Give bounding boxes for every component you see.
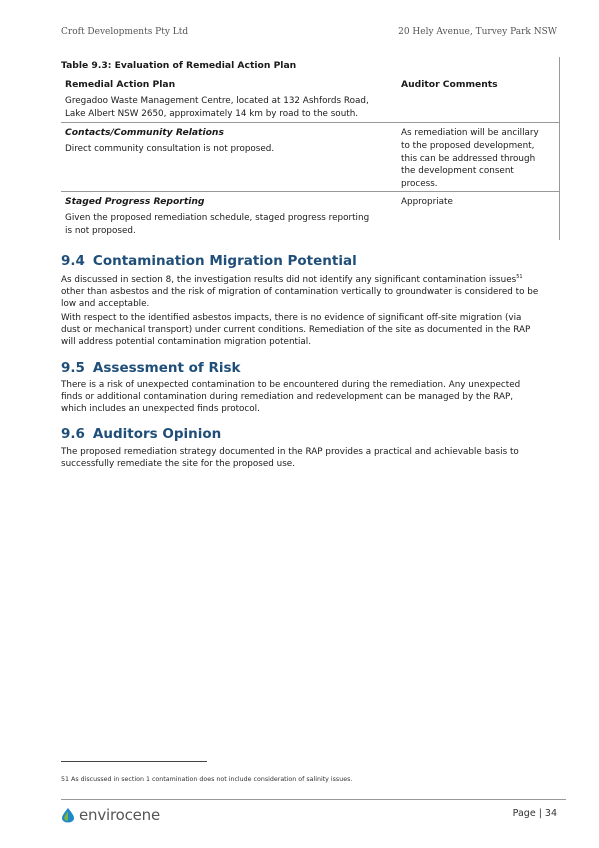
paragraph-line: The proposed remediation strategy documented in the RAP provides a practical and achievable basis to [61,447,519,457]
paragraph-line: dust or mechanical transport) under current conditions. Remediation of the site as documented in the RAP [61,324,531,335]
leaf-drop-icon [61,807,75,823]
section-title: Assessment of Risk [92,360,241,376]
paragraph-risk [61,380,559,415]
page-number: Page | 34 [512,808,557,819]
table-row-1-left-line: Lake Albert NSW 2650, approximately 14 km by road to the south. [65,108,359,119]
table-row-1-left [65,95,369,121]
paragraph-line: With respect to the identified asbestos impacts, there is no evidence of significant off-site migration (via [61,313,522,323]
column-header-remedial-action-plan: Remedial Action Plan [65,79,176,90]
table-row-2-left-line: Direct community consultation is not proposed. [65,144,275,154]
table-row-divider [61,122,559,123]
table-row-3-right-line: Appropriate [401,197,453,207]
section-number: 9.6 [61,426,85,442]
footer-separator [61,799,566,800]
footnote-reference[interactable]: 51 [516,274,523,280]
section-heading-9-5 [61,360,241,376]
section-number: 9.5 [61,360,85,376]
table-row-2-left [65,143,274,156]
table-row-3-left-line: is not proposed. [65,225,136,236]
table-row-2-right-line: this can be addressed through [401,153,536,164]
paragraph-line: finds or additional contamination during remediation and redevelopment can be managed by the RAP, [61,391,514,402]
table-row-1-left-line: Gregadoo Waste Management Centre, located at 132 Ashfords Road, [65,96,369,106]
paragraph-line: successfully remediate the site for the proposed use. [61,458,296,469]
footnote [61,776,352,783]
paragraph-line: will address potential contamination migration potential. [61,336,312,347]
table-row-2-right-line: As remediation will be ancillary [401,128,539,138]
table-row-3-title: Staged Progress Reporting [65,196,205,207]
table-row-2-title: Contacts/Community Relations [65,127,224,138]
section-title: Auditors Opinion [92,426,222,442]
paragraph-line: As discussed in section 8, the investigation results did not identify any significant contamination issues [61,274,517,285]
paragraph-migration-results [61,272,559,310]
section-title: Contamination Migration Potential [92,253,357,269]
header-company: Croft Developments Pty Ltd [61,27,189,37]
section-number: 9.4 [61,253,85,269]
paragraph-line: low and acceptable. [61,298,150,309]
envirocene-logo [61,806,160,824]
paragraph-line: There is a risk of unexpected contamination to be encountered during the remediation. Any unexpected [61,380,521,390]
logo-wordmark: envirocene [79,806,161,824]
section-heading-9-6 [61,426,221,442]
table-row-divider [61,191,559,192]
footnote-separator [61,761,207,762]
section-heading-9-4 [61,253,357,269]
table-row-3-left-line: Given the proposed remediation schedule, staged progress reporting [65,213,370,223]
paragraph-line: other than asbestos and the risk of migration of contamination vertically to groundwater is considered to be [61,286,539,297]
header-address: 20 Hely Avenue, Turvey Park NSW [398,27,557,37]
paragraph-opinion [61,447,559,471]
evaluation-table [61,57,560,240]
table-caption: Table 9.3: Evaluation of Remedial Action Plan [61,60,297,71]
table-row-3-right [401,196,453,209]
footnote-text: As discussed in section 1 contamination does not include consideration of salinity issues. [71,776,353,783]
table-row-2-right [401,127,539,191]
table-row-3-left [65,212,369,238]
paragraph-line: which includes an unexpected finds protocol. [61,403,260,414]
table-row-2-right-line: process. [401,179,438,190]
column-header-auditor-comments: Auditor Comments [401,79,498,90]
paragraph-asbestos-migration [61,313,559,348]
table-row-2-right-line: to the proposed development, [401,140,535,151]
footnote-number: 51 [61,776,70,783]
table-row-2-right-line: the development consent [401,166,514,177]
